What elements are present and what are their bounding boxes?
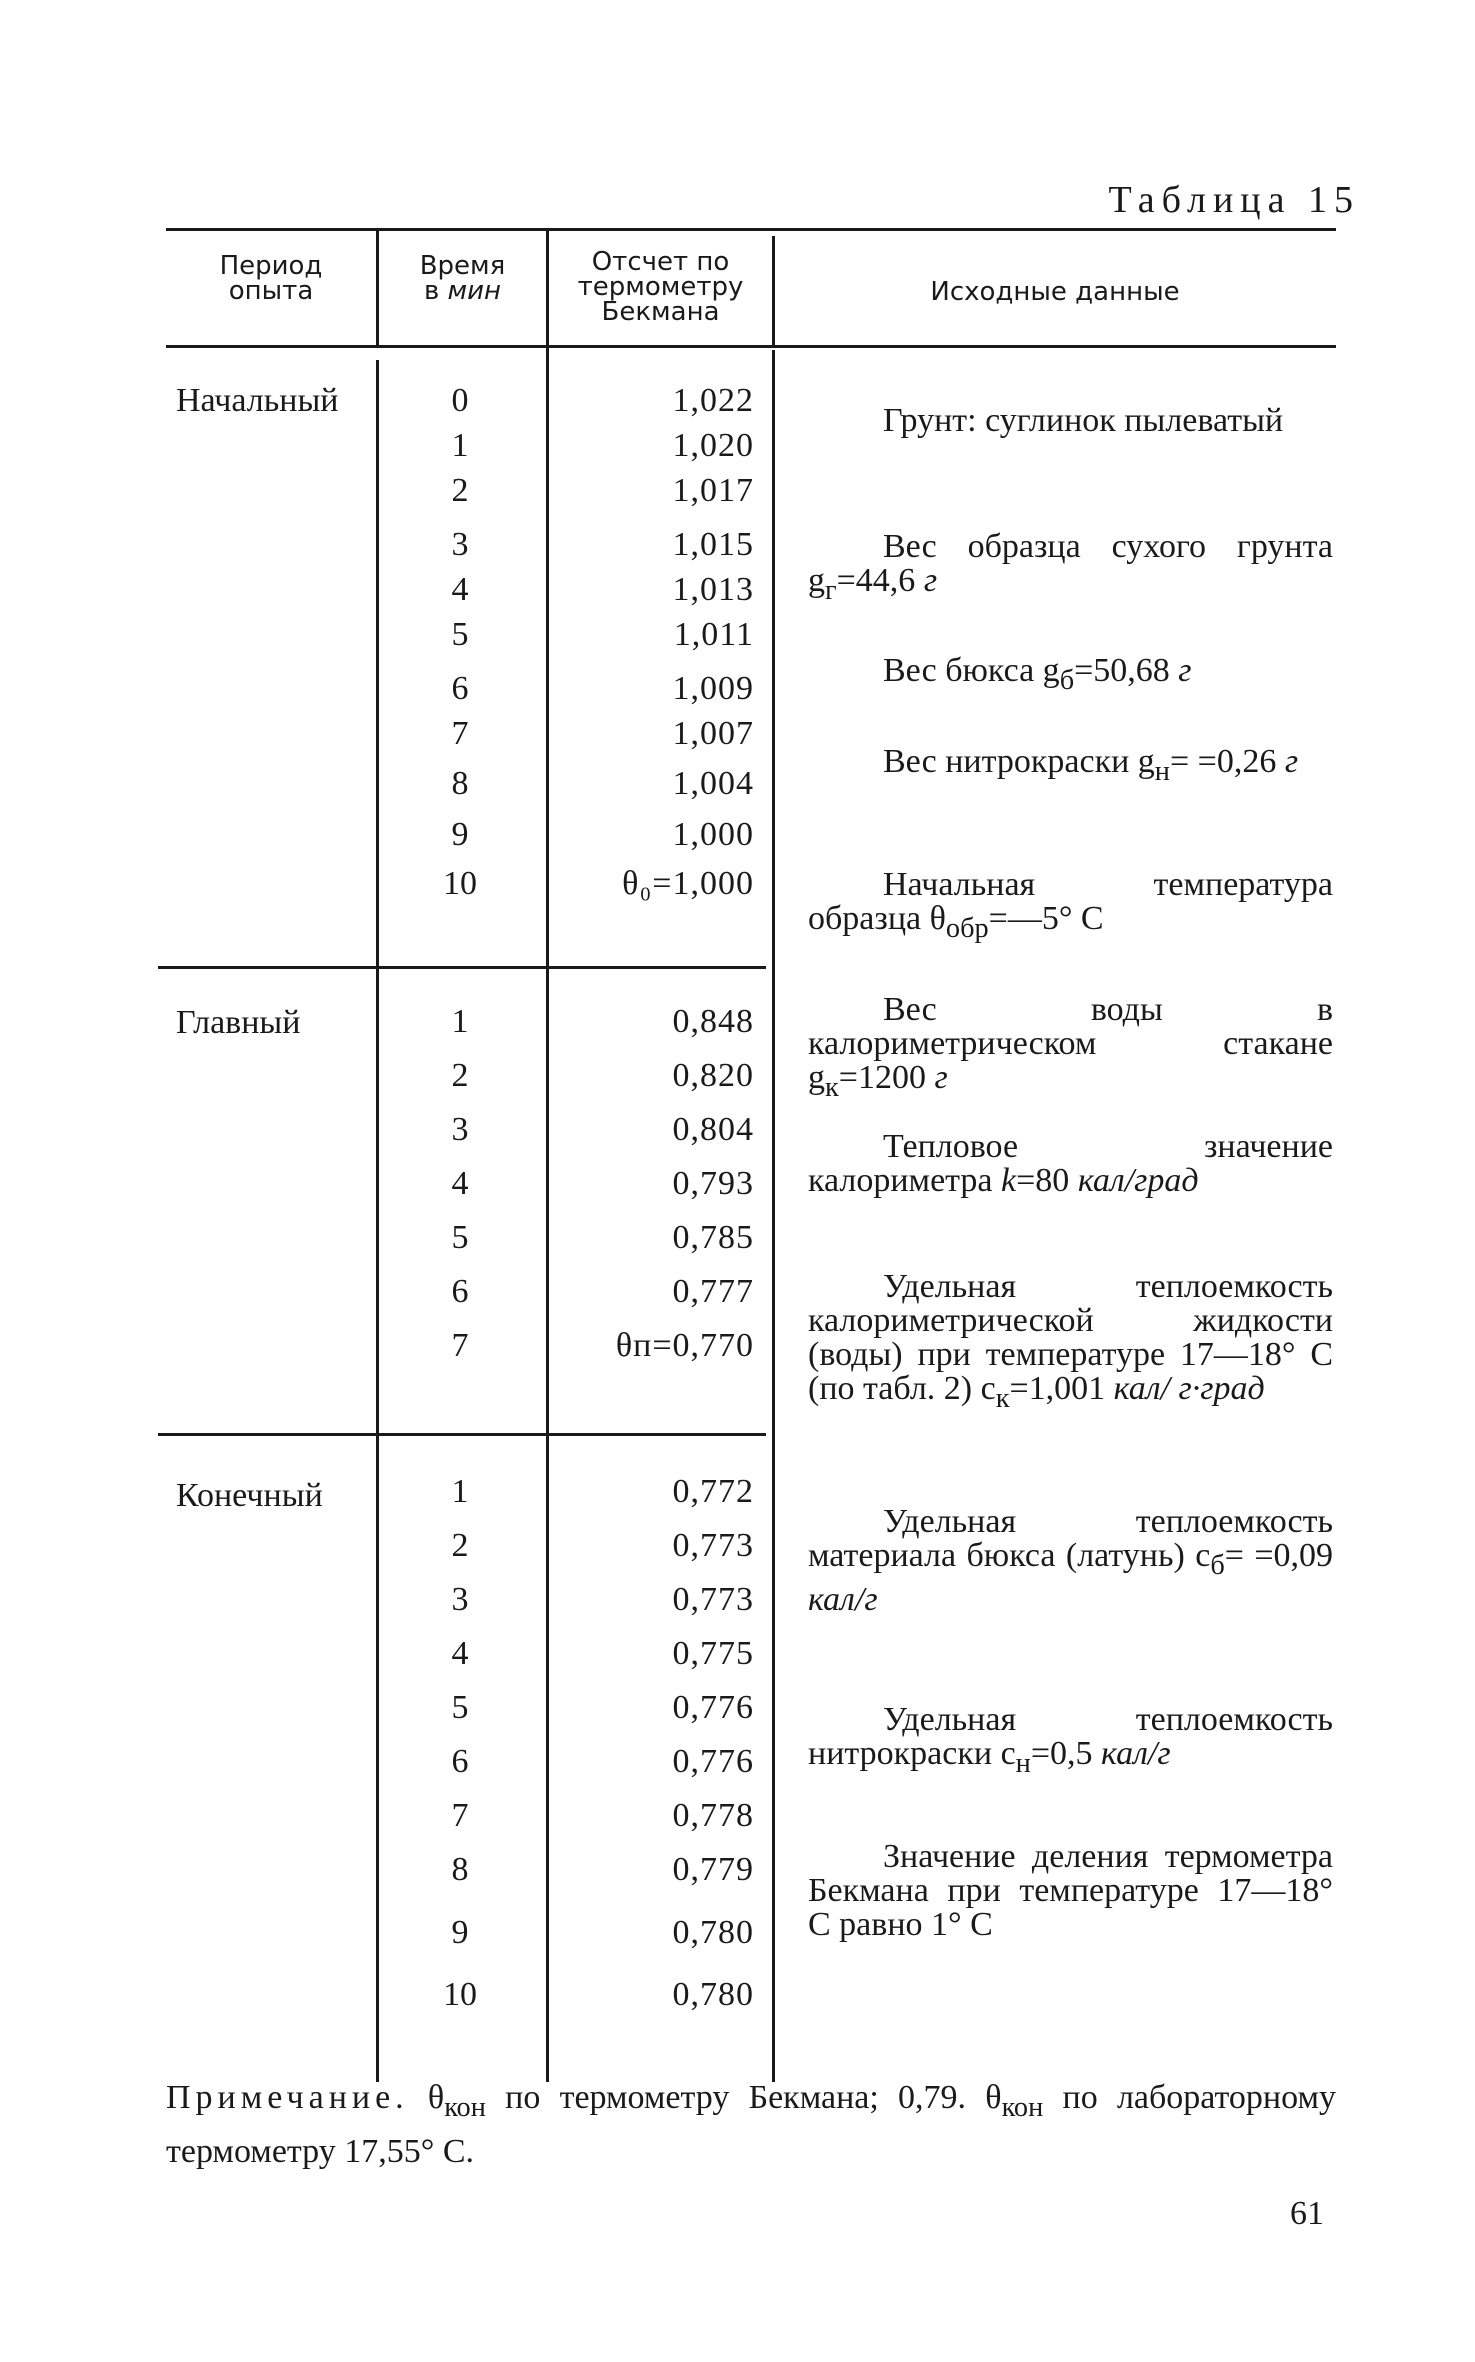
header-time-unit: мин	[447, 276, 502, 306]
reading-cell: 0,776	[672, 1689, 754, 1726]
header-reading	[549, 247, 772, 327]
text: = =0,26	[1169, 743, 1285, 780]
unit: кал/г	[808, 1580, 878, 1618]
table-note	[166, 2076, 1336, 2174]
time-cell: 4	[451, 1165, 469, 1202]
reading-cell: 1,011	[673, 616, 754, 653]
subscript: г	[825, 574, 837, 606]
text: =—5° С	[988, 900, 1104, 937]
section-divider-final	[158, 1433, 766, 1436]
source-calorimeter-text	[808, 1130, 1333, 1198]
time-cell: 6	[451, 1743, 469, 1780]
reading-cell: 1,013	[672, 571, 754, 608]
source-soil	[808, 404, 1333, 438]
unit: г	[923, 562, 938, 599]
time-cell: 7	[451, 1797, 469, 1834]
time-cell: 10	[443, 865, 477, 902]
note-label: Примечание.	[166, 2079, 409, 2116]
text: Удельная теплоемкость материала бюкса (латунь) c	[808, 1503, 1333, 1574]
reading-cell: 0,780	[672, 1976, 754, 2013]
text: =44,6	[836, 562, 924, 599]
header-time-line: Время	[419, 251, 506, 281]
time-cell: 8	[451, 1851, 469, 1888]
time-cell: 4	[451, 1635, 469, 1672]
note-subscript: кон	[444, 2091, 486, 2123]
time-cell: 7	[451, 1327, 469, 1364]
source-bottle-weight	[808, 654, 1333, 698]
source-soil-text: Грунт: суглинок пылеватый	[883, 402, 1284, 439]
header-period-line: опыта	[228, 276, 314, 306]
text: Вес бюкса g	[883, 652, 1060, 689]
time-cell: 9	[451, 816, 469, 853]
reading-cell: 0,772	[672, 1473, 754, 1510]
time-cell: 4	[451, 571, 469, 608]
source-division-text: Значение деления термометра Бекмана при температуре 17—18° С равно 1° С	[808, 1838, 1333, 1943]
text: Вес воды в калориметрическом стакане g	[808, 991, 1333, 1096]
period-main: Главный	[176, 1004, 301, 1041]
time-cell: 2	[451, 472, 469, 509]
time-cell: 9	[451, 1914, 469, 1951]
note-text: по лабораторному термометру 17,55° С.	[166, 2079, 1336, 2170]
column-rule-3	[772, 350, 775, 2082]
reading-cell: 0,804	[672, 1111, 754, 1148]
time-cell: 5	[451, 616, 469, 653]
header-period-line: Период	[219, 251, 323, 281]
reading-cell: 1,020	[672, 427, 754, 464]
unit: г	[1178, 652, 1192, 689]
note-text: θ	[408, 2079, 445, 2116]
time-cell: 2	[451, 1057, 469, 1094]
source-water-weight-text	[808, 993, 1333, 1105]
unit: кал/г	[1101, 1735, 1171, 1772]
reading-cell: 0,777	[672, 1273, 754, 1310]
source-division	[808, 1840, 1333, 1942]
header-time-text: в	[423, 276, 448, 306]
time-cell: 7	[451, 715, 469, 752]
section-divider-main	[158, 966, 766, 969]
unit: кал/град	[1077, 1162, 1199, 1199]
column-rule-2	[546, 348, 549, 2082]
unit: кал/ г·град	[1113, 1370, 1265, 1407]
page-number: 61	[1290, 2195, 1324, 2232]
header-time	[379, 251, 546, 306]
subscript: б	[1059, 664, 1075, 696]
period-final: Конечный	[176, 1477, 323, 1514]
text: Тепловое значение калориметра	[808, 1128, 1333, 1199]
subscript: н	[1154, 755, 1170, 787]
reading-cell: 1,004	[672, 765, 754, 802]
reading-cell: 1,017	[672, 472, 754, 509]
time-cell: 5	[451, 1219, 469, 1256]
reading-cell: 0,773	[672, 1581, 754, 1618]
source-calorimeter	[808, 1130, 1333, 1198]
text: =1200	[838, 1059, 935, 1096]
source-initial-temp-text	[808, 868, 1333, 946]
source-liquid-heat	[808, 1270, 1333, 1416]
reading-cell: 1,000	[672, 816, 754, 853]
header-reading-line: термометру	[577, 272, 744, 302]
text: Удельная теплоемкость калориметрической жидкости (воды) при температуре 17—18° С (по табл. 2) c	[808, 1268, 1333, 1407]
time-cell: 8	[451, 765, 469, 802]
reading-cell: 0,793	[672, 1165, 754, 1202]
text: =1,001	[1009, 1370, 1114, 1407]
subscript: к	[995, 1382, 1010, 1414]
reading-cell: 0,848	[672, 1003, 754, 1040]
time-cell: 1	[451, 1473, 469, 1510]
source-initial-temp	[808, 868, 1333, 946]
subscript: б	[1210, 1549, 1225, 1581]
subscript: к	[825, 1071, 839, 1103]
time-cell: 1	[451, 1003, 469, 1040]
reading-cell: 0,773	[672, 1527, 754, 1564]
header-time-line	[379, 276, 546, 306]
time-cell: 3	[451, 1581, 469, 1618]
reading-cell: 0,785	[672, 1219, 754, 1256]
reading-cell: 0,778	[672, 1797, 754, 1834]
source-sample-weight	[808, 530, 1333, 608]
table-caption: Таблица 15	[1108, 179, 1360, 221]
source-sample-weight-text	[808, 530, 1333, 608]
header-source: Исходные данные	[930, 277, 1180, 307]
text: = =0,09	[1224, 1537, 1333, 1574]
source-bottle-weight-text	[808, 654, 1333, 698]
time-cell: 0	[451, 382, 469, 419]
source-paint-weight	[808, 745, 1333, 789]
header-bottom-rule	[166, 345, 1336, 348]
text: =80	[1016, 1162, 1078, 1199]
time-cell: 3	[451, 526, 469, 563]
period-initial: Начальный	[176, 382, 339, 419]
reading-cell: 0,776	[672, 1743, 754, 1780]
unit: г	[1284, 743, 1299, 780]
time-cell: 5	[451, 1689, 469, 1726]
header-reading-line: Отсчет по	[591, 247, 730, 277]
reading-cell: 1,015	[672, 526, 754, 563]
reading-cell: 0,780	[672, 1914, 754, 1951]
source-bottle-heat	[808, 1505, 1333, 1617]
note-subscript: кон	[1001, 2091, 1044, 2123]
source-paint-heat	[808, 1703, 1333, 1781]
symbol: k	[1001, 1162, 1017, 1199]
subscript: обр	[945, 912, 989, 944]
unit: г	[934, 1059, 948, 1096]
time-cell: 1	[451, 427, 469, 464]
header-reading-line: Бекмана	[601, 297, 720, 327]
reading-cell: θп=0,770	[615, 1327, 754, 1364]
reading-cell: 1,022	[672, 382, 754, 419]
reading-cell: 0,820	[672, 1057, 754, 1094]
time-cell: 3	[451, 1111, 469, 1148]
source-paint-weight-text	[808, 745, 1333, 789]
reading-cell: 0,779	[672, 1851, 754, 1888]
text: Удельная теплоемкость нитрокраски c	[808, 1701, 1333, 1772]
time-cell: 6	[451, 670, 469, 707]
reading-cell: θ₀=1,000	[622, 865, 754, 902]
text: Начальная температура образца θ	[808, 866, 1333, 937]
time-cell: 6	[451, 1273, 469, 1310]
reading-cell: 1,009	[672, 670, 754, 707]
header-period	[166, 251, 376, 306]
source-water-weight	[808, 993, 1333, 1105]
subscript: н	[1015, 1747, 1031, 1779]
source-liquid-heat-text	[808, 1270, 1333, 1416]
reading-cell: 0,775	[672, 1635, 754, 1672]
note-text: по термометру Бекмана; 0,79. θ	[485, 2079, 1002, 2116]
source-paint-heat-text	[808, 1703, 1333, 1781]
source-bottle-heat-text	[808, 1505, 1333, 1617]
table-top-rule	[166, 228, 1336, 231]
text: =50,68	[1074, 652, 1179, 689]
time-cell: 2	[451, 1527, 469, 1564]
text: Вес образца сухого грунта g	[808, 528, 1333, 599]
text: Вес нитрокраски g	[883, 743, 1155, 780]
column-rule-1	[376, 360, 379, 2082]
reading-cell: 1,007	[672, 715, 754, 752]
time-cell: 10	[443, 1976, 477, 2013]
text: =0,5	[1030, 1735, 1102, 1772]
